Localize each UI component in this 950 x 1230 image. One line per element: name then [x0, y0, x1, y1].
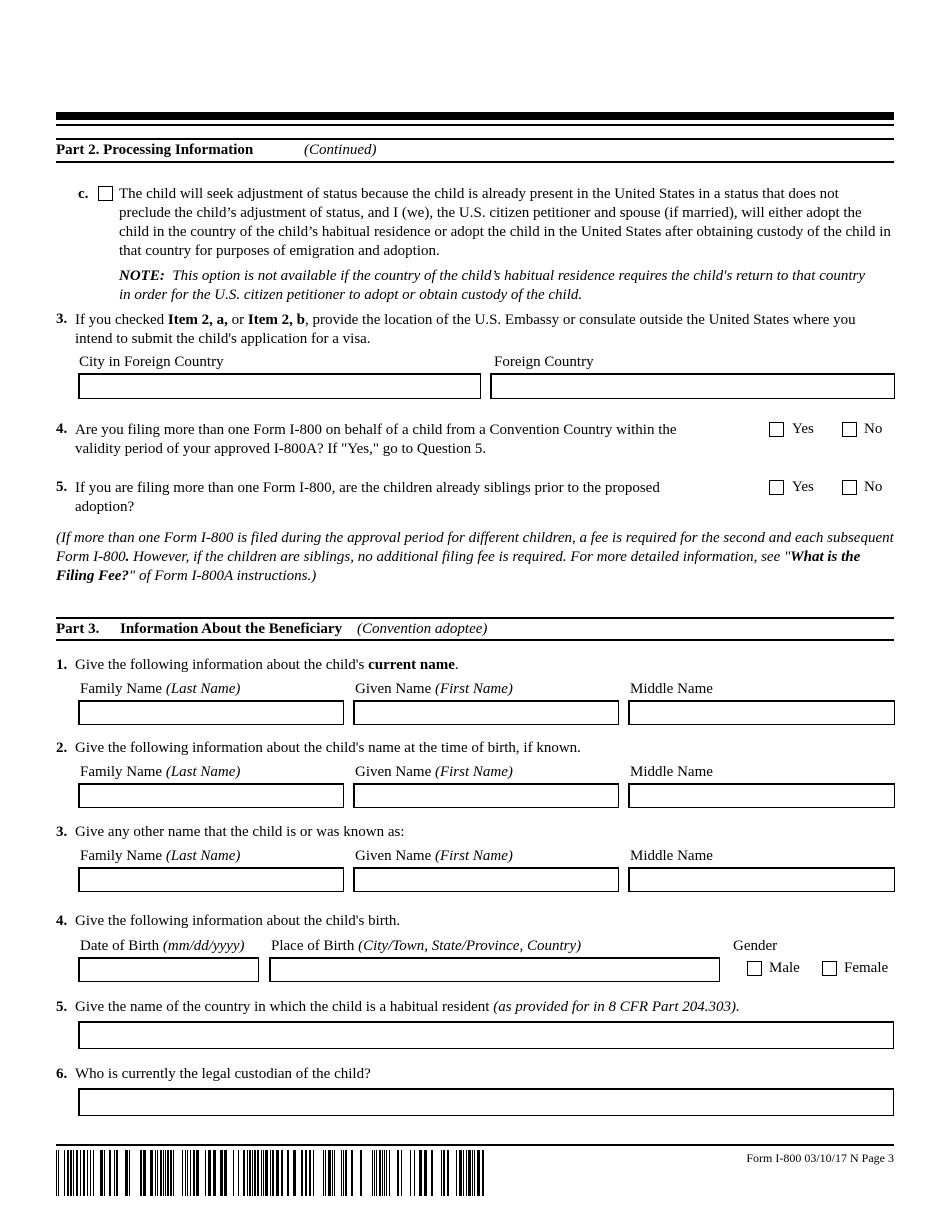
- part3-header-bottom-rule: [56, 639, 894, 641]
- p3-q5-text: Give the name of the country in which the child is a habitual resident (as provided for in 8 CFR Part 204.303).: [75, 999, 740, 1015]
- part2-continued: (Continued): [304, 142, 377, 158]
- p2-q3-text: If you checked Item 2, a, or Item 2, b, provide the location of the U.S. Embassy or consulate outside the United States where you intend to submit the child's application for a visa.: [75, 312, 856, 347]
- top-thick-rule: [56, 112, 894, 120]
- p3-q2-given-label: Given Name (First Name): [355, 764, 513, 780]
- gender-male-label: Male: [769, 960, 800, 976]
- gender-male-checkbox[interactable]: [747, 961, 762, 976]
- item-c-checkbox[interactable]: [98, 186, 113, 201]
- part3-title: Information About the Beneficiary: [120, 621, 343, 637]
- barcode-image: [56, 1150, 484, 1196]
- p2-q4-number: 4.: [56, 421, 68, 437]
- p3-q2-number: 2.: [56, 740, 68, 756]
- p3-q2-text: Give the following information about the child's name at the time of birth, if known.: [75, 740, 581, 756]
- part2-header-top-rule: [56, 138, 894, 140]
- p3-q3-text: Give any other name that the child is or was known as:: [75, 824, 405, 840]
- p3-q4-number: 4.: [56, 913, 68, 929]
- p3-q2-given-input[interactable]: [353, 783, 619, 808]
- p2-q4-no-label: No: [864, 421, 883, 437]
- p3-q2-family-input[interactable]: [78, 783, 344, 808]
- p2-q5-no-label: No: [864, 479, 883, 495]
- p3-q2-middle-input[interactable]: [628, 783, 895, 808]
- p2-q4-no-checkbox[interactable]: [842, 422, 857, 437]
- p2-q5-number: 5.: [56, 479, 68, 495]
- p3-q6-number: 6.: [56, 1066, 68, 1082]
- pob-label: Place of Birth (City/Town, State/Province, Country): [271, 938, 582, 954]
- footer-rule: [56, 1144, 894, 1146]
- city-foreign-label: City in Foreign Country: [79, 354, 224, 370]
- p3-q3-middle-input[interactable]: [628, 867, 895, 892]
- form-id-footer: Form I-800 03/10/17 N Page 3: [746, 1151, 894, 1165]
- gender-female-checkbox[interactable]: [822, 961, 837, 976]
- city-foreign-input[interactable]: [78, 373, 481, 399]
- legal-custodian-input[interactable]: [78, 1088, 894, 1116]
- p3-q3-middle-label: Middle Name: [630, 848, 713, 864]
- part3-header-top-rule: [56, 617, 894, 619]
- p3-q3-family-label: Family Name (Last Name): [80, 848, 241, 864]
- gender-label: Gender: [733, 938, 778, 954]
- part2-header-bottom-rule: [56, 161, 894, 163]
- p3-q2-middle-label: Middle Name: [630, 764, 713, 780]
- fee-note: (If more than one Form I-800 is filed during the approval period for different children, a fee is required for the second and each subsequent Form I-800. However, if the children are siblings, no additional filing fee is required. For more detailed information, see "What is the Filing Fee?" of Form I-800A instructions.): [56, 530, 894, 584]
- p2-q5-no-checkbox[interactable]: [842, 480, 857, 495]
- p2-q4-text: Are you filing more than one Form I-800 on behalf of a child from a Convention Country within the validity period of your approved I-800A? If "Yes," go to Question 5.: [75, 422, 677, 457]
- p2-q4-yes-label: Yes: [792, 421, 814, 437]
- top-thin-rule: [56, 124, 894, 126]
- dob-input[interactable]: [78, 957, 259, 982]
- part3-part-label: Part 3.: [56, 621, 100, 637]
- item-c-letter: c.: [78, 186, 89, 202]
- p2-q5-yes-checkbox[interactable]: [769, 480, 784, 495]
- p3-q1-family-input[interactable]: [78, 700, 344, 725]
- part3-subtitle: (Convention adoptee): [357, 621, 488, 637]
- item-c-note: NOTE: This option is not available if the country of the child’s habitual residence requires the child's return to that country in order for the U.S. citizen petitioner to adopt or obtain custody of the child.: [119, 268, 866, 303]
- p3-q3-number: 3.: [56, 824, 68, 840]
- p3-q3-family-input[interactable]: [78, 867, 344, 892]
- p3-q1-family-label: Family Name (Last Name): [80, 681, 241, 697]
- p3-q1-given-label: Given Name (First Name): [355, 681, 513, 697]
- p3-q3-given-label: Given Name (First Name): [355, 848, 513, 864]
- p3-q1-given-input[interactable]: [353, 700, 619, 725]
- p3-q6-text: Who is currently the legal custodian of the child?: [75, 1066, 371, 1082]
- p3-q1-middle-input[interactable]: [628, 700, 895, 725]
- p3-q2-family-label: Family Name (Last Name): [80, 764, 241, 780]
- p2-q3-number: 3.: [56, 311, 68, 327]
- foreign-country-label: Foreign Country: [494, 354, 594, 370]
- gender-female-label: Female: [844, 960, 889, 976]
- p3-q1-middle-label: Middle Name: [630, 681, 713, 697]
- p3-q3-given-input[interactable]: [353, 867, 619, 892]
- p2-q5-yes-label: Yes: [792, 479, 814, 495]
- dob-label: Date of Birth (mm/dd/yyyy): [80, 938, 245, 954]
- pob-input[interactable]: [269, 957, 720, 982]
- p2-q5-text: If you are filing more than one Form I-800, are the children already siblings prior to the proposed adoption?: [75, 480, 660, 515]
- item-c-text: The child will seek adjustment of status because the child is already present in the United States in a status that does not preclude the child’s adjustment of status, and I (we), the U.S. citizen petitioner and spouse (if married), will either adopt the child in the country of the child’s habitual residence or adopt the child in the United States after obtaining custody of the child in that country for purposes of emigration and adoption.: [119, 186, 891, 259]
- p3-q5-number: 5.: [56, 999, 68, 1015]
- p3-q4-text: Give the following information about the child's birth.: [75, 913, 401, 929]
- p3-q1-text: Give the following information about the child's current name.: [75, 657, 459, 673]
- foreign-country-input[interactable]: [490, 373, 895, 399]
- part2-title: Part 2. Processing Information: [56, 142, 254, 158]
- habitual-residence-input[interactable]: [78, 1021, 894, 1049]
- p3-q1-number: 1.: [56, 657, 68, 673]
- p2-q4-yes-checkbox[interactable]: [769, 422, 784, 437]
